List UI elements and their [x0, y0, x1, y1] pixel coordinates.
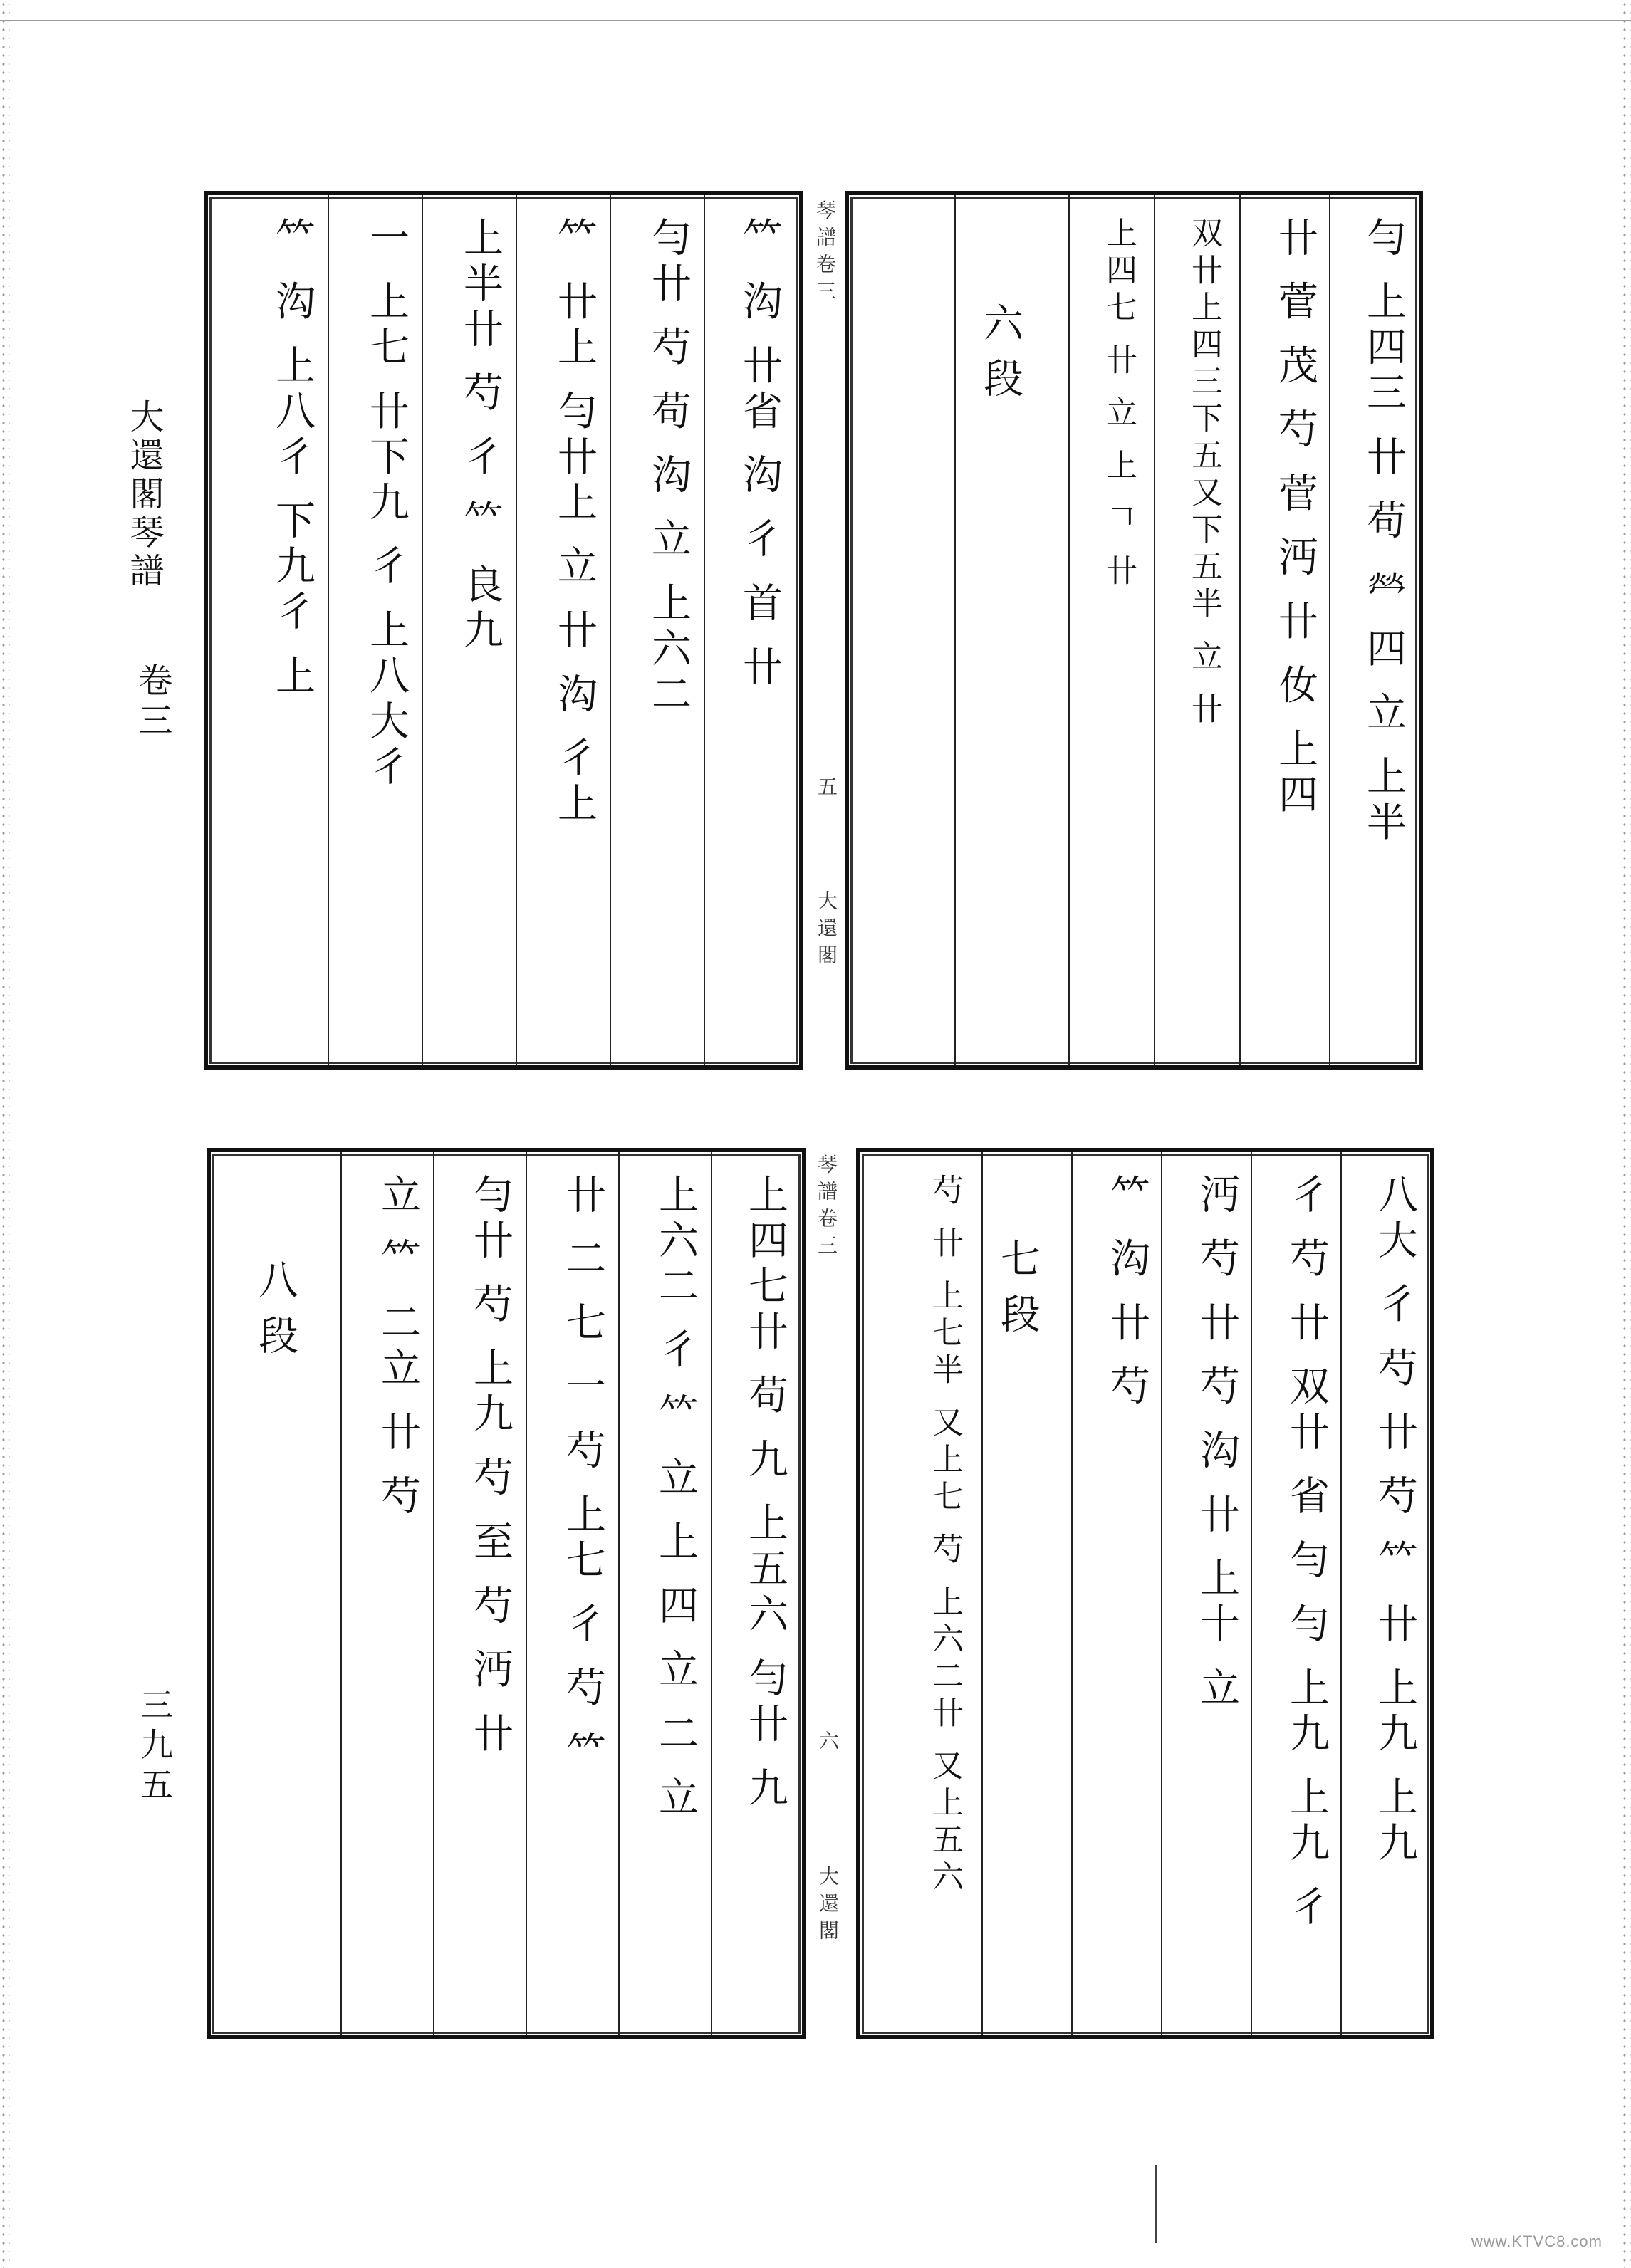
- text-column: 勻卄 芍 上九 芍 至 芍 沔 卄: [467, 1174, 514, 1758]
- column-rule: [1071, 1152, 1073, 2035]
- column-rule: [954, 195, 956, 1065]
- text-column: 卄 菅 茂 芍 菅 沔 卄 㚢 上四: [1272, 216, 1318, 820]
- column-rule: [422, 195, 423, 1065]
- upper-right-panel: [845, 191, 1423, 1070]
- gutter-label-upper: 琴譜卷三: [813, 199, 837, 308]
- column-rule: [1251, 1152, 1252, 2035]
- gutter-label-lower: 琴譜卷三: [815, 1154, 838, 1262]
- text-column: 上四七 卄 立 上 𠃍 卄: [1100, 216, 1137, 591]
- watermark: www.KTVC8.com: [1471, 2232, 1603, 2250]
- book-title: 大還閣琴譜: [124, 399, 164, 591]
- text-column: 芍 卄 上七半 又上七 芍 上六二卄 又上五六: [927, 1174, 963, 1897]
- column-rule: [516, 195, 517, 1065]
- column-rule: [1329, 195, 1330, 1065]
- column-rule: [433, 1152, 434, 2035]
- left-dotted-edge: [0, 0, 10, 2268]
- lower-right-panel: [856, 1148, 1434, 2039]
- text-column: 𥫗 卄上 勻卄上 立 卄 沟 彳上: [551, 216, 598, 828]
- column-rule: [1154, 195, 1155, 1065]
- right-dotted-edge: [1621, 0, 1631, 2268]
- text-column: 勻卄 芍 苟 沟 立 上六二: [645, 216, 692, 719]
- text-column: 双卄上四三下五又下五半 立 卄: [1186, 216, 1222, 729]
- text-column: 八大 彳 芍 卄 芍 𥫗 卄 上九 上九: [1372, 1174, 1418, 1868]
- section-heading-seven: 七段: [994, 1238, 1041, 1349]
- column-rule: [1068, 195, 1070, 1065]
- text-column: 上四七卄 苟 九 上五六 勻卄 九: [742, 1174, 788, 1813]
- binding-mark: [1155, 2165, 1157, 2243]
- upper-left-panel: [204, 191, 803, 1070]
- column-rule: [610, 195, 611, 1065]
- text-column: 彳 芍 卄 双卄 省 勻 勻 上九 上九 彳: [1283, 1174, 1330, 1932]
- volume-label: 卷三: [132, 662, 172, 742]
- text-column: 𥫗 沟 卄省 沟 彳 首 卄: [736, 216, 783, 691]
- page-number: 三九五: [135, 1688, 174, 1807]
- column-rule: [711, 1152, 712, 2035]
- text-column: 一 上七 卄下九 彳 上八大彳: [363, 216, 410, 792]
- gutter-house-lower: 大還閣: [816, 1866, 840, 1947]
- top-rule: [0, 20, 1631, 21]
- column-rule: [618, 1152, 620, 2035]
- lower-left-panel: [207, 1148, 806, 2039]
- section-heading-eight: 八段: [252, 1259, 298, 1370]
- text-column: 上六二 彳 𥫗 立 上 四 立 二 立: [652, 1174, 699, 1822]
- gutter-leaf-number-lower: 六: [816, 1730, 840, 1757]
- text-column: 勻 上四三 卄 苟 𤇾 四 立 上半: [1360, 216, 1407, 847]
- text-column: 上半卄 芍 彳 𥫗 良九: [457, 216, 504, 655]
- column-rule: [704, 195, 705, 1065]
- text-column: 𥫗 沟 卄 芍: [1104, 1174, 1150, 1411]
- gutter-leaf-number-upper: 五: [815, 776, 838, 803]
- column-rule: [981, 1152, 983, 2035]
- column-rule: [1161, 1152, 1162, 2035]
- column-rule: [1239, 195, 1241, 1065]
- column-rule: [328, 195, 329, 1065]
- text-column: 𥫗 沟 上八彳 下九彳 上: [269, 216, 316, 701]
- gutter-house-upper: 大還閣: [815, 890, 838, 971]
- text-column: 沔 芍 卄 芍 沟 卄 上十 立: [1194, 1174, 1240, 1713]
- column-rule: [526, 1152, 527, 2035]
- section-heading-six: 六段: [977, 302, 1023, 413]
- column-rule: [1340, 1152, 1342, 2035]
- text-column: 卄 二 七 一 芍 上七 彳 芍 𥫗: [560, 1174, 606, 1777]
- text-column: 立 𥫗 二立 卄 芍: [375, 1174, 421, 1521]
- column-rule: [340, 1152, 342, 2035]
